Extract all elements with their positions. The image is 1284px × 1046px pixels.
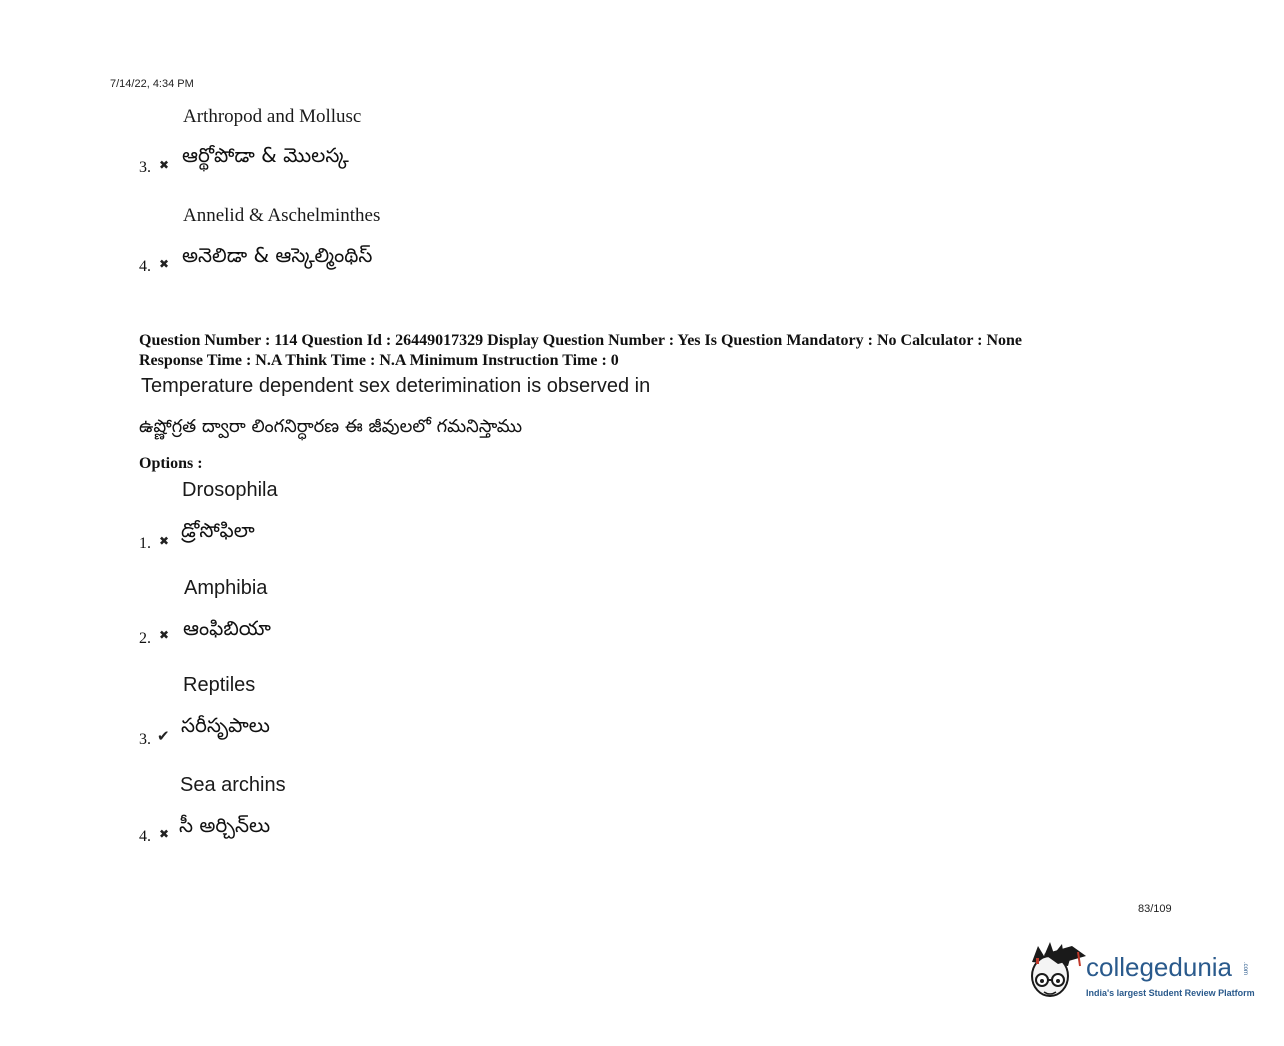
option-english: Arthropod and Mollusc xyxy=(183,106,362,127)
options-label: Options : xyxy=(139,455,203,472)
option-number: 2. xyxy=(139,630,151,647)
option-number: 4. xyxy=(139,258,151,275)
option-english: Drosophila xyxy=(182,479,278,501)
print-timestamp: 7/14/22, 4:34 PM xyxy=(110,78,194,90)
cross-mark-icon: ✖ xyxy=(159,158,170,172)
option-number: 3. xyxy=(139,731,151,748)
logo-domain: .com xyxy=(1242,962,1248,976)
option-english: Reptiles xyxy=(183,674,256,696)
option-telugu: సీ అర్చిన్‌లు xyxy=(179,813,271,837)
option-telugu: ఆంఫిబియా xyxy=(183,616,271,640)
collegedunia-logo xyxy=(1024,940,1264,1010)
cross-mark-icon: ✖ xyxy=(159,827,170,841)
check-mark-icon: ✔ xyxy=(157,727,170,745)
option-number: 4. xyxy=(139,828,151,845)
option-number: 3. xyxy=(139,159,151,176)
question-meta: Question Number : 114 Question Id : 26449017329 Display Question Number : Yes Is Question Mandatory : No Calculator : None xyxy=(139,332,1023,349)
logo-wordmark: collegedunia xyxy=(1086,952,1233,982)
option-english: Annelid & Aschelminthes xyxy=(183,205,381,226)
page-number: 83/109 xyxy=(1138,903,1172,915)
question-text-telugu: ఉష్ణోగ్రత ద్వారా లింగనిర్ధారణ ఈ జీవులలో గమనిస్తాము xyxy=(139,416,523,437)
mascot-icon xyxy=(1024,940,1086,1010)
option-telugu: సరీసృపాలు xyxy=(181,713,270,737)
option-telugu: డ్రోసోఫిలా xyxy=(181,518,255,542)
logo-tagline: India's largest Student Review Platform xyxy=(1086,988,1255,998)
cross-mark-icon: ✖ xyxy=(159,628,170,642)
option-telugu: అనెలిడా & ఆస్కెల్మింథిస్ xyxy=(182,243,373,267)
question-text-english: Temperature dependent sex deterimination is observed in xyxy=(141,375,651,397)
cross-mark-icon: ✖ xyxy=(159,257,170,271)
option-english: Sea archins xyxy=(180,774,286,796)
option-telugu: ఆర్థోపోడా & మొలస్క xyxy=(182,143,349,167)
cross-mark-icon: ✖ xyxy=(159,534,170,548)
question-meta-timing: Response Time : N.A Think Time : N.A Minimum Instruction Time : 0 xyxy=(139,352,619,369)
option-english: Amphibia xyxy=(184,577,268,599)
option-number: 1. xyxy=(139,535,151,552)
